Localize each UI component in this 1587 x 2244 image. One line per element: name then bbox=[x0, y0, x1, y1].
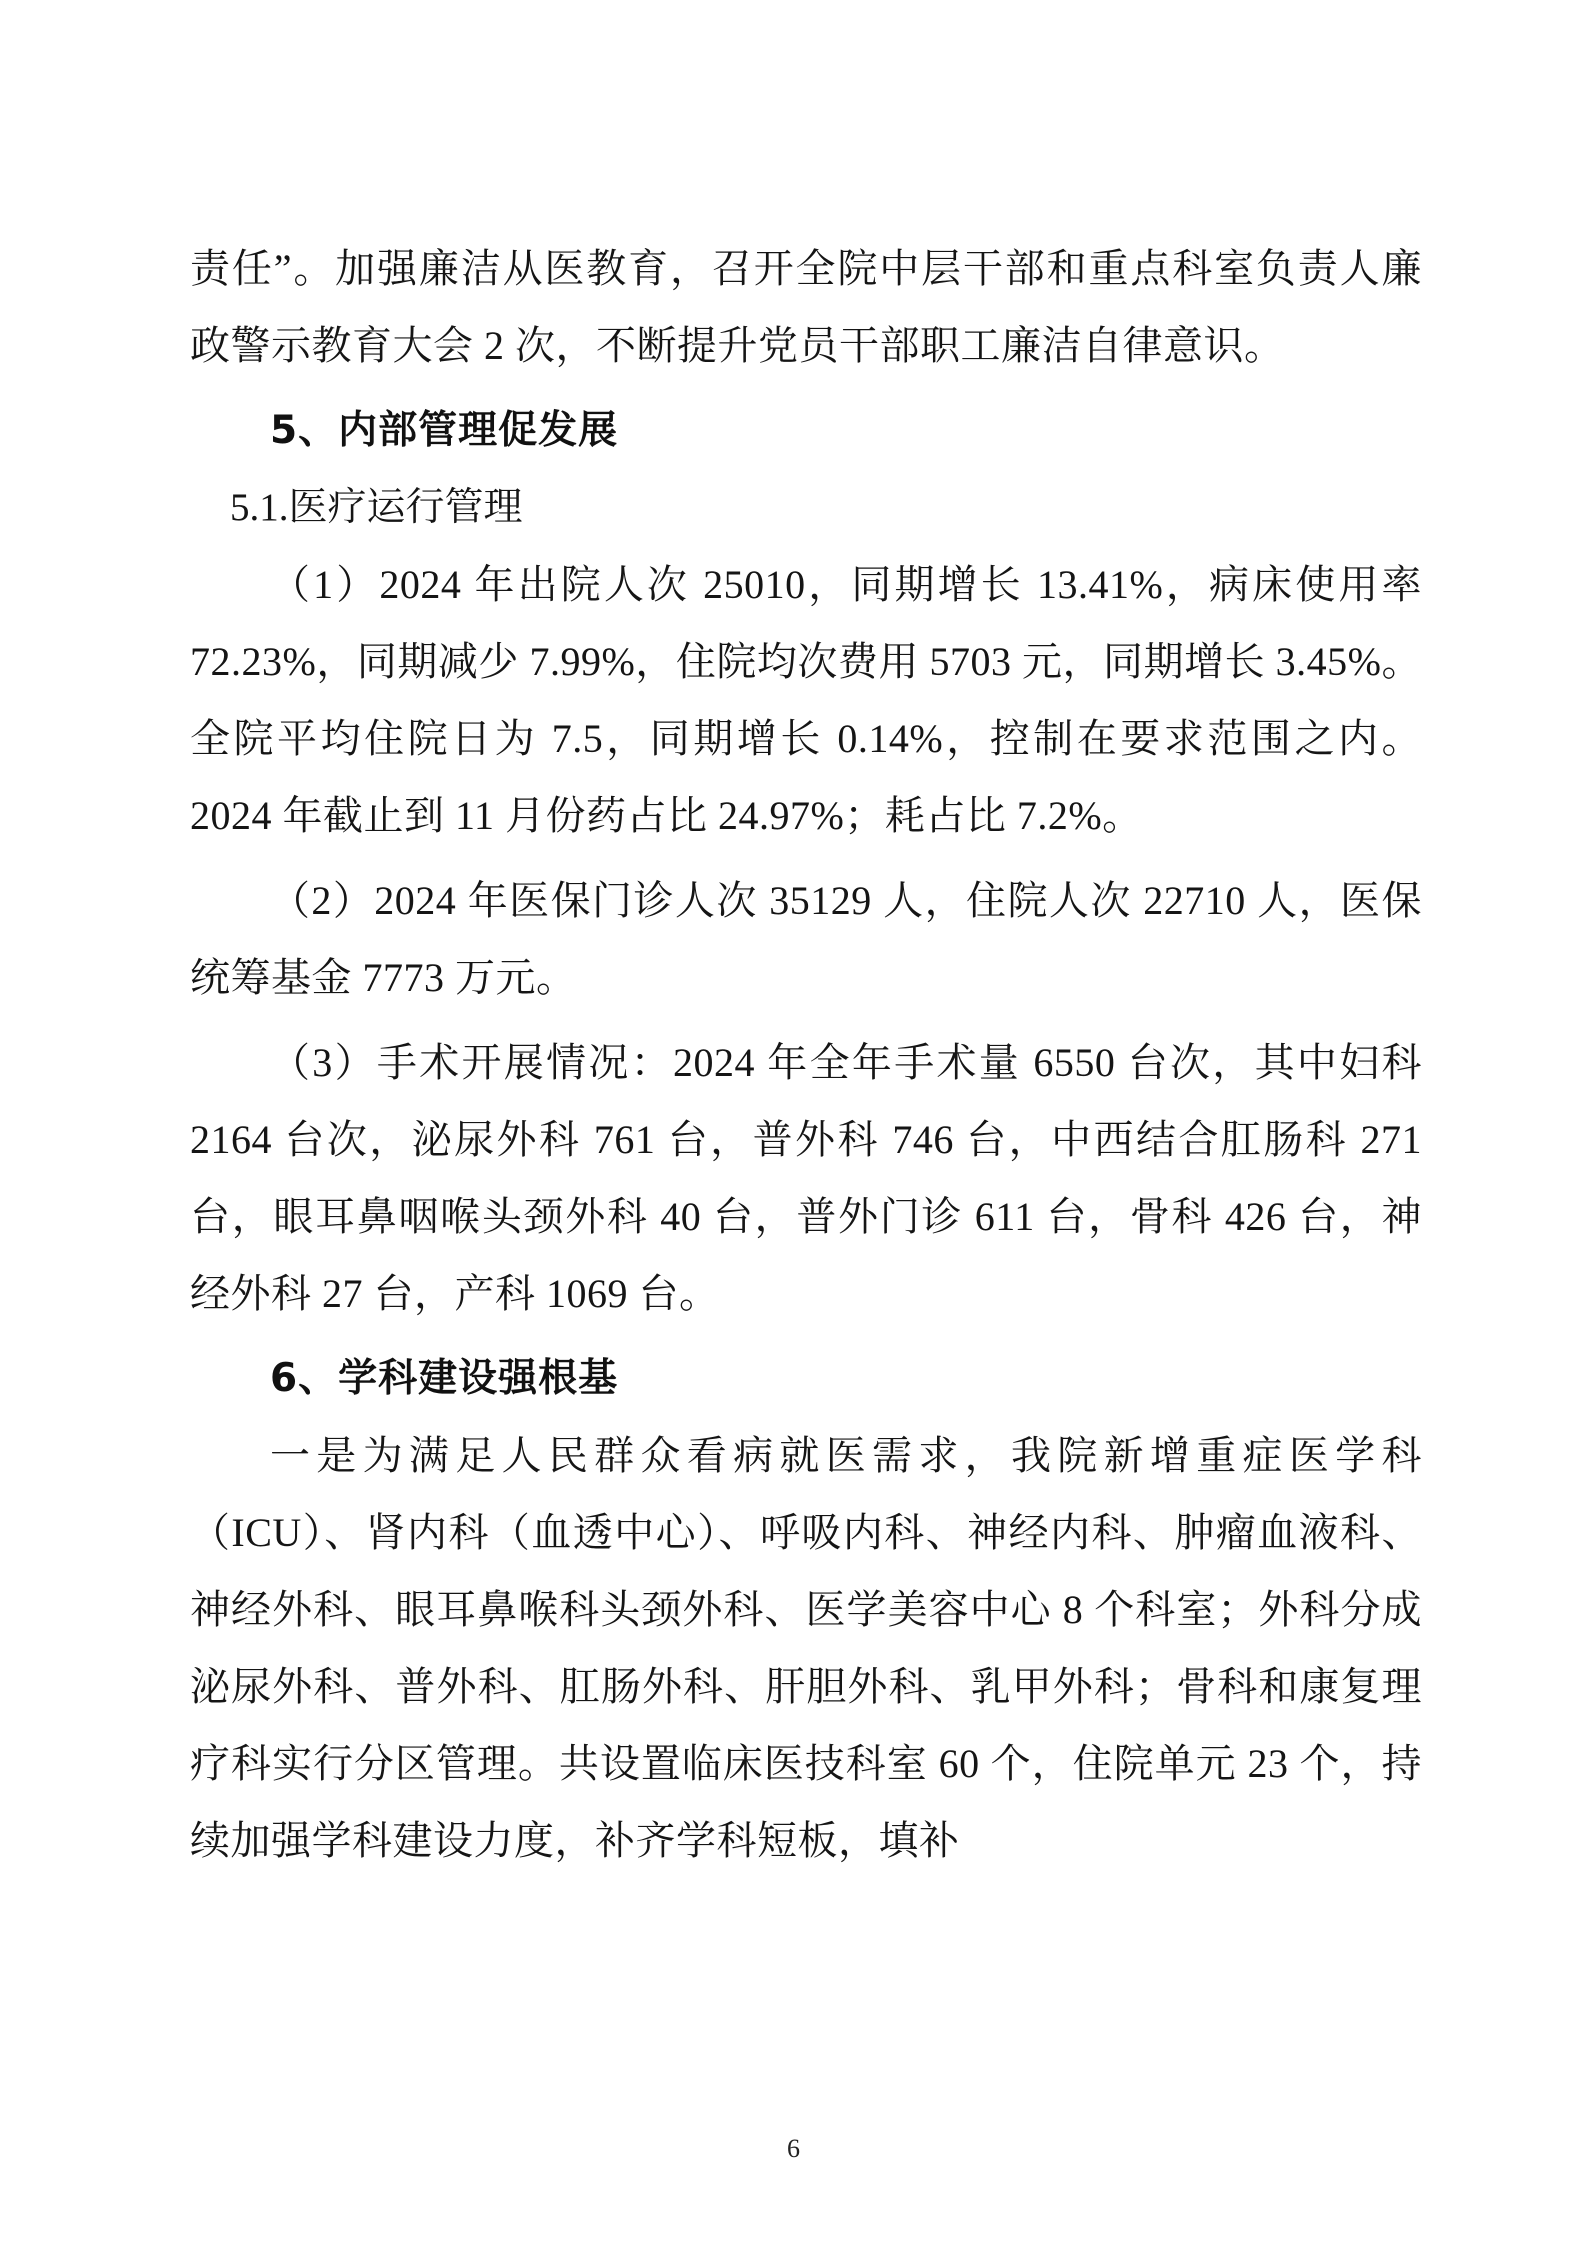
paragraph-item-1: （1）2024 年出院人次 25010，同期增长 13.41%，病床使用率 72.23%，同期减少 7.99%，住院均次费用 5703 元，同期增长 3.45%。全院平均住院日为 7.5，同期增长 0.14%，控制在要求范围之内。2024 年截止到 11 月份药占比 24.97%；耗占比 7.2%。 bbox=[190, 562, 1422, 838]
paragraph-continued: 责任”。加强廉洁从医教育，召开全院中层干部和重点科室负责人廉政警示教育大会 2 次，不断提升党员干部职工廉洁自律意识。 bbox=[190, 246, 1422, 368]
section-heading-6: 6、学科建设强根基 bbox=[270, 1356, 619, 1401]
paragraph-item-2: （2）2024 年医保门诊人次 35129 人，住院人次 22710 人，医保统筹基金 7773 万元。 bbox=[190, 878, 1422, 1000]
paragraph-discipline-construction: 一是为满足人民群众看病就医需求，我院新增重症医学科（ICU）、肾内科（血透中心）、呼吸内科、神经内科、肿瘤血液科、神经外科、眼耳鼻喉科头颈外科、医学美容中心 8 个科室；外科分成泌尿外科、普外科、肛肠外科、肝胆外科、乳甲外科；骨科和康复理疗科实行分区管理。共设置临床医技科室 60 个，住院单元 23 个，持续加强学科建设力度，补齐学科短板，填补 bbox=[190, 1433, 1422, 1863]
subsection-heading-5-1: 5.1.医疗运行管理 bbox=[230, 486, 523, 529]
paragraph-item-3: （3）手术开展情况：2024 年全年手术量 6550 台次，其中妇科 2164 台次，泌尿外科 761 台，普外科 746 台，中西结合肛肠科 271 台，眼耳鼻咽喉头颈外科 40 台，普外门诊 611 台，骨科 426 台，神经外科 27 台，产科 1069 台。 bbox=[190, 1040, 1422, 1316]
section-heading-5: 5、内部管理促发展 bbox=[270, 408, 619, 453]
page-number: 6 bbox=[787, 2134, 800, 2163]
